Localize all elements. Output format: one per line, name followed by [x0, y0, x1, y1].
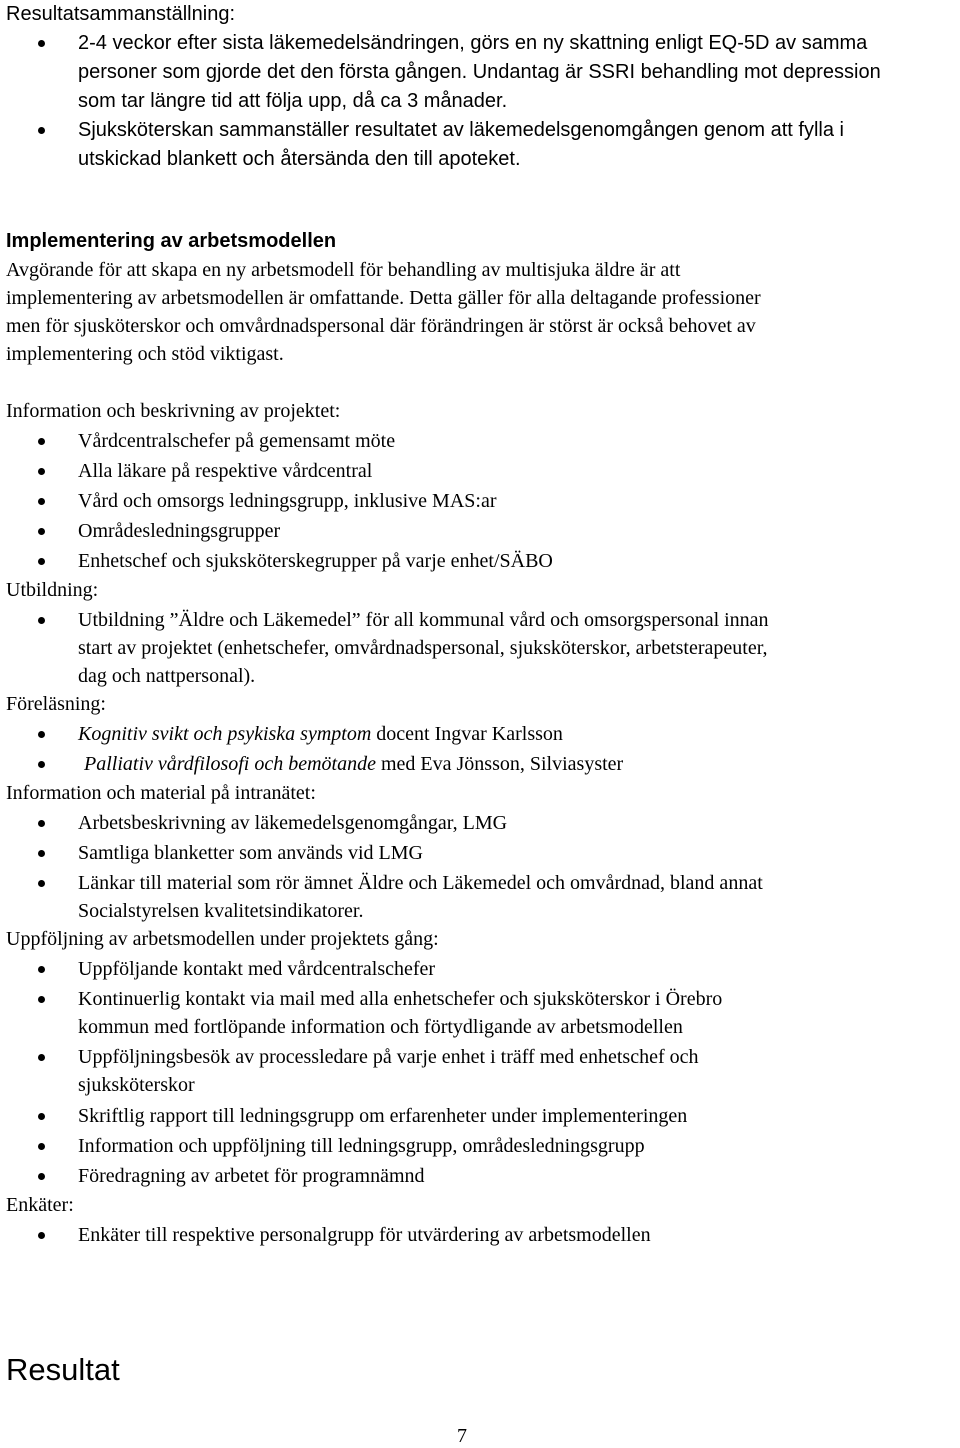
bullet-icon [38, 498, 45, 505]
bullet-icon [38, 1173, 45, 1180]
list-item: Samtliga blanketter som används vid LMG [78, 842, 423, 864]
list-item: Alla läkare på respektive vårdcentral [78, 460, 373, 482]
section-label-resultatsammanstallning: Resultatsammanställning: [6, 3, 235, 25]
list-item [78, 720, 563, 749]
bullet-icon [38, 820, 45, 827]
list-item: Vård och omsorgs ledningsgrupp, inklusive MAS:ar [78, 490, 497, 512]
list-item-line: Sjuksköterskan sammanställer resultatet av läkemedelsgenomgången genom att fylla i [78, 119, 844, 141]
paragraph-line: men för sjusköterskor och omvårdnadspersonal där förändringen är störst är också behovet av [6, 315, 756, 337]
bullet-icon [38, 731, 45, 738]
page-number: 7 [457, 1425, 467, 1447]
bullet-icon [38, 40, 45, 47]
bullet-icon [38, 850, 45, 857]
bullet-icon [38, 1143, 45, 1150]
bullet-icon [38, 558, 45, 565]
list-item: Uppföljande kontakt med vårdcentralschefer [78, 958, 436, 980]
paragraph-line: implementering och stöd viktigast. [6, 343, 284, 365]
list-item: Föredragning av arbetet för programnämnd [78, 1165, 425, 1187]
list-item-line: utskickad blankett och återsända den till apoteket. [78, 148, 521, 170]
section-label-enkater: Enkäter: [6, 1194, 74, 1216]
bullet-icon [38, 127, 45, 134]
list-item-line: som tar längre tid att följa upp, då ca 3 månader. [78, 90, 508, 112]
bullet-icon [38, 468, 45, 475]
section-label-utbildning: Utbildning: [6, 579, 99, 601]
lecture-speaker: med Eva Jönsson, Silviasyster [376, 753, 624, 775]
list-item-line: Socialstyrelsen kvalitetsindikatorer. [78, 900, 364, 922]
section-label-forelasning: Föreläsning: [6, 693, 106, 715]
list-item: Enkäter till respektive personalgrupp för utvärdering av arbetsmodellen [78, 1224, 651, 1246]
lecture-speaker: docent Ingvar Karlsson [371, 723, 563, 745]
list-item: Skriftlig rapport till ledningsgrupp om erfarenheter under implementeringen [78, 1105, 688, 1127]
list-item: Arbetsbeskrivning av läkemedelsgenomgångar, LMG [78, 812, 508, 834]
section-label-intranat: Information och material på intranätet: [6, 782, 316, 804]
list-item [84, 750, 623, 779]
paragraph-line: implementering av arbetsmodellen är omfattande. Detta gäller för alla deltagande professioner [6, 287, 761, 309]
list-item-line: Länkar till material som rör ämnet Äldre och Läkemedel och omvårdnad, bland annat [78, 872, 763, 894]
bullet-icon [38, 996, 45, 1003]
section-heading-resultat: Resultat [6, 1352, 120, 1387]
list-item-line: Uppföljningsbesök av processledare på varje enhet i träff med enhetschef och [78, 1046, 699, 1068]
list-item-line: start av projektet (enhetschefer, omvårdnadspersonal, sjuksköterskor, arbetsterapeuter, [78, 637, 768, 659]
bullet-icon [38, 761, 45, 768]
list-item-line: Kontinuerlig kontakt via mail med alla enhetschefer och sjuksköterskor i Örebro [78, 988, 723, 1010]
section-label-uppfoljning: Uppföljning av arbetsmodellen under projektets gång: [6, 928, 439, 950]
list-item: Vårdcentralschefer på gemensamt möte [78, 430, 396, 452]
section-label-information: Information och beskrivning av projektet: [6, 400, 341, 422]
bullet-icon [38, 528, 45, 535]
section-heading-implementering: Implementering av arbetsmodellen [6, 230, 337, 252]
bullet-icon [38, 1232, 45, 1239]
list-item-line: sjuksköterskor [78, 1074, 195, 1096]
list-item-line: Utbildning ”Äldre och Läkemedel” för all kommunal vård och omsorgspersonal innan [78, 609, 769, 631]
lecture-title: Palliativ vårdfilosofi och bemötande [84, 753, 376, 775]
lecture-title: Kognitiv svikt och psykiska symptom [78, 723, 372, 745]
paragraph-line: Avgörande för att skapa en ny arbetsmodell för behandling av multisjuka äldre är att [6, 259, 681, 281]
list-item-line: 2-4 veckor efter sista läkemedelsändringen, görs en ny skattning enligt EQ-5D av samma [78, 32, 868, 54]
list-item: Områdesledningsgrupper [78, 520, 281, 542]
bullet-icon [38, 438, 45, 445]
list-item-line: personer som gjorde det den första gången. Undantag är SSRI behandling mot depression [78, 61, 881, 83]
bullet-icon [38, 966, 45, 973]
bullet-icon [38, 880, 45, 887]
list-item: Information och uppföljning till ledningsgrupp, områdesledningsgrupp [78, 1135, 645, 1157]
bullet-icon [38, 1054, 45, 1061]
list-item-line: kommun med fortlöpande information och förtydligande av arbetsmodellen [78, 1016, 683, 1038]
bullet-icon [38, 1113, 45, 1120]
list-item: Enhetschef och sjuksköterskegrupper på varje enhet/SÄBO [78, 550, 553, 572]
bullet-icon [38, 617, 45, 624]
list-item-line: dag och nattpersonal). [78, 665, 256, 687]
